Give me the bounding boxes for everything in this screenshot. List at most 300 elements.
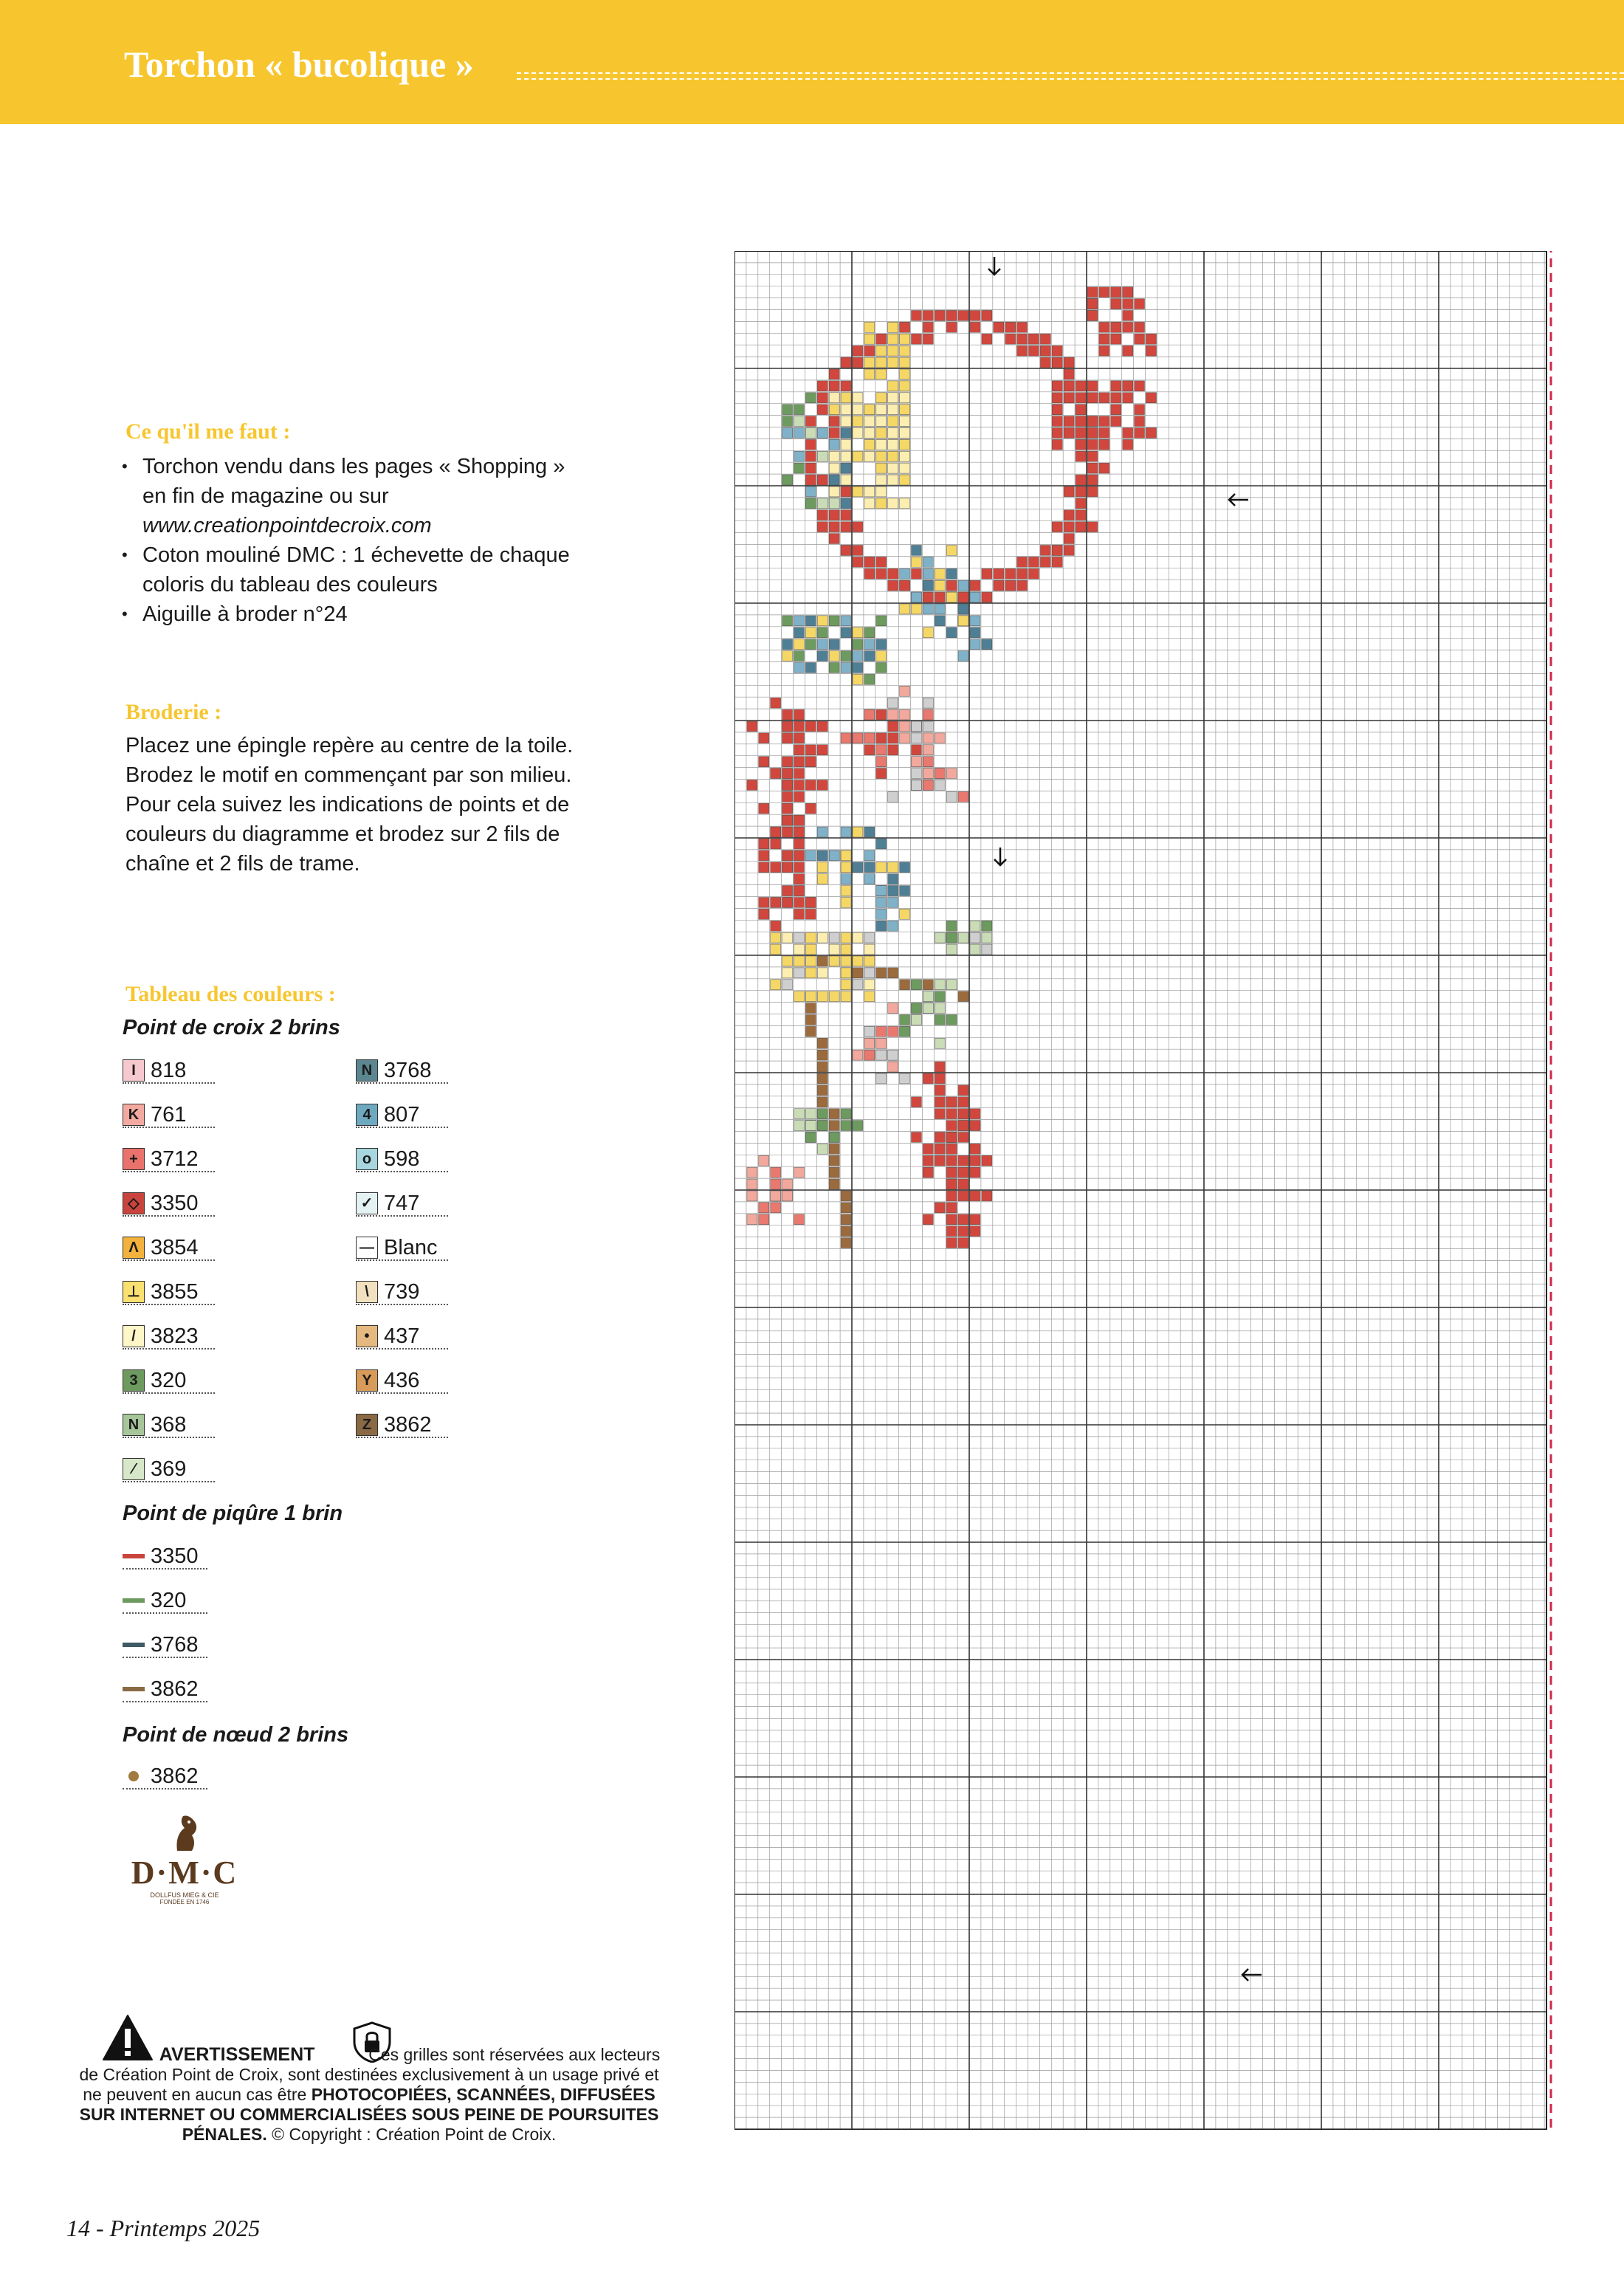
stitch	[853, 428, 863, 439]
stitch	[958, 616, 968, 626]
stitch	[864, 557, 875, 567]
stitch	[817, 721, 828, 732]
stitch	[829, 1167, 839, 1178]
stitch	[1111, 381, 1121, 391]
stitch	[912, 721, 922, 732]
stitch	[935, 932, 945, 943]
stitch	[900, 439, 910, 450]
stitch	[876, 909, 887, 919]
stitch	[923, 980, 933, 990]
stitch	[958, 651, 968, 661]
shop-url[interactable]: www.creationpointdecroix.com	[142, 514, 432, 537]
color-legend-row	[123, 1366, 215, 1395]
stitch	[876, 405, 887, 415]
stitch	[970, 1191, 980, 1201]
stitch	[923, 991, 933, 1002]
stitch	[923, 1073, 933, 1084]
stitch	[935, 1085, 945, 1096]
stitch	[805, 944, 816, 955]
stitch	[841, 1121, 851, 1131]
embroidery-title: Broderie :	[125, 700, 222, 724]
stitch	[1087, 393, 1098, 403]
color-number: 818	[151, 1058, 187, 1082]
stitch	[794, 909, 805, 919]
dotted-rule	[123, 1568, 207, 1570]
stitch	[1029, 557, 1039, 567]
stitch	[912, 769, 922, 779]
stitch	[782, 850, 793, 861]
color-legend-row	[123, 1410, 215, 1440]
stitch	[876, 663, 887, 673]
stitch	[912, 745, 922, 755]
dotted-rule	[123, 1481, 215, 1482]
stitch	[829, 369, 839, 379]
color-number: 3854	[151, 1235, 199, 1259]
dmc-brand: D·M·C	[131, 1854, 238, 1891]
stitch	[888, 475, 898, 485]
stitch	[912, 546, 922, 556]
stitch	[771, 1203, 781, 1213]
stitch	[841, 510, 851, 520]
stitch	[794, 651, 805, 661]
stitch	[864, 651, 875, 661]
stitch	[864, 346, 875, 356]
stitch	[864, 322, 875, 332]
stitch	[794, 428, 805, 439]
stitch	[829, 475, 839, 485]
stitch	[1111, 299, 1121, 309]
stitch	[782, 639, 793, 650]
stitch	[935, 1109, 945, 1119]
stitch	[876, 616, 887, 626]
stitch	[946, 546, 957, 556]
stitch	[912, 311, 922, 321]
color-number: 598	[384, 1146, 420, 1171]
stitch	[1052, 546, 1062, 556]
stitch	[923, 1167, 933, 1178]
dotted-rule	[123, 1612, 207, 1614]
stitch	[923, 769, 933, 779]
color-number: 3862	[151, 1677, 199, 1701]
stitch	[841, 733, 851, 743]
dotted-rule	[356, 1127, 448, 1128]
color-legend-row	[123, 1630, 207, 1660]
stitch	[946, 628, 957, 638]
stitch	[912, 568, 922, 579]
stitch	[1123, 311, 1133, 321]
stitch	[841, 628, 851, 638]
stitch	[759, 757, 769, 767]
list-item: • Torchon vendu dans les pages « Shopping » en fin de magazine ou sur www.creationpointdecroix.com	[122, 452, 579, 540]
stitch	[946, 944, 957, 955]
stitch	[876, 1038, 887, 1048]
stitch	[1005, 568, 1016, 579]
stitch	[817, 745, 828, 755]
stitch	[1064, 393, 1074, 403]
stitch	[946, 932, 957, 943]
stitch	[1040, 546, 1050, 556]
stitch	[782, 475, 793, 485]
stitch	[841, 451, 851, 461]
dotted-rule	[123, 1215, 215, 1217]
stitch	[841, 980, 851, 990]
stitch	[782, 1179, 793, 1189]
stitch	[912, 1132, 922, 1143]
stitch	[841, 416, 851, 427]
stitch	[912, 334, 922, 344]
stitch	[923, 709, 933, 720]
dotted-rule	[123, 1348, 215, 1350]
color-legend-row	[123, 1541, 207, 1571]
stitch	[864, 428, 875, 439]
stitch	[876, 416, 887, 427]
stitch	[829, 487, 839, 497]
stitch	[970, 1214, 980, 1225]
color-symbol: o	[356, 1148, 378, 1170]
stitch	[805, 663, 816, 673]
stitch	[900, 393, 910, 403]
dotted-rule	[123, 1392, 215, 1394]
color-legend-row	[123, 1761, 207, 1791]
dotted-rule	[356, 1437, 448, 1438]
stitch	[841, 1191, 851, 1201]
stitch	[935, 616, 945, 626]
stitch	[864, 968, 875, 978]
stitch	[782, 980, 793, 990]
stitch	[958, 791, 968, 802]
stitch	[771, 1179, 781, 1189]
stitch	[829, 639, 839, 650]
stitch	[888, 346, 898, 356]
stitch	[864, 874, 875, 884]
stitch	[841, 862, 851, 873]
stitch	[794, 721, 805, 732]
stitch	[900, 980, 910, 990]
color-legend-row	[356, 1321, 448, 1351]
color-number: 368	[151, 1412, 187, 1437]
stitch	[1052, 357, 1062, 368]
stitch	[864, 862, 875, 873]
stitch	[900, 381, 910, 391]
stitch	[841, 1238, 851, 1248]
stitch	[900, 451, 910, 461]
stitch	[794, 898, 805, 908]
stitch	[876, 968, 887, 978]
stitch	[817, 968, 828, 978]
stitch	[946, 322, 957, 332]
stitch	[805, 780, 816, 791]
stitch	[1146, 428, 1157, 439]
color-legend-row	[356, 1056, 448, 1085]
embroidery-text: Placez une épingle repère au centre de la toile. Brodez le motif en commençant par son milieu. Pour cela suivez les indications de points et de couleurs du diagramme et brodez sur 2 fils de chaîne et 2 fils de trame.	[125, 734, 574, 876]
stitch	[876, 839, 887, 849]
stitch	[794, 827, 805, 837]
stitch	[1040, 334, 1050, 344]
stitch	[935, 592, 945, 602]
stitch	[747, 1214, 757, 1225]
page-footer: 14 - Printemps 2025	[66, 2215, 261, 2241]
stitch	[970, 616, 980, 626]
dotted-rule	[356, 1392, 448, 1394]
stitch	[841, 616, 851, 626]
stitch	[888, 463, 898, 473]
color-legend-row	[123, 1586, 207, 1615]
stitch	[771, 898, 781, 908]
stitch	[923, 1003, 933, 1014]
stitch	[935, 1062, 945, 1072]
stitch	[782, 416, 793, 427]
stitch	[946, 1226, 957, 1237]
stitch	[935, 780, 945, 791]
stitch	[1123, 428, 1133, 439]
stitch	[1076, 381, 1086, 391]
stitch	[817, 393, 828, 403]
stitch	[923, 780, 933, 791]
stitch	[888, 322, 898, 332]
stitch	[982, 568, 992, 579]
stitch	[794, 451, 805, 461]
stitch	[841, 1203, 851, 1213]
stitch	[1064, 381, 1074, 391]
stitch	[805, 1109, 816, 1119]
stitch	[1052, 428, 1062, 439]
stitch	[771, 932, 781, 943]
stitch	[829, 1109, 839, 1119]
stitch	[864, 1038, 875, 1048]
color-symbol: 3	[123, 1369, 145, 1392]
color-legend-row	[356, 1410, 448, 1440]
backstitch-swatch	[123, 1643, 145, 1647]
stitch	[900, 686, 910, 696]
stitch	[946, 1191, 957, 1201]
warning-text: AVERTISSEMENT Ces grilles sont réservées aux lecteurs de Création Point de Croix, sont destinées exclusivement à un usage privé et ne peuvent en aucun cas être PHOTOCOPIÉES, SCANNÉES, DIFFUSÉES SUR INTERNET OU COMMERCIALISÉES SOUS PEINE DE POURSUITES PÉNALES. © Copyright : Création Point de Croix.	[79, 2044, 661, 2144]
stitch	[817, 628, 828, 638]
stitch	[982, 932, 992, 943]
stitch	[1064, 487, 1074, 497]
stitch	[1111, 287, 1121, 298]
stitch	[817, 381, 828, 391]
stitch	[946, 1203, 957, 1213]
stitch	[1005, 322, 1016, 332]
stitch	[1123, 299, 1133, 309]
stitch	[1087, 475, 1098, 485]
color-symbol: Y	[356, 1369, 378, 1392]
stitch	[888, 498, 898, 509]
stitch	[864, 628, 875, 638]
stitch	[841, 522, 851, 532]
stitch	[805, 991, 816, 1002]
stitch	[1087, 299, 1098, 309]
stitch	[794, 815, 805, 825]
stitch	[958, 1085, 968, 1096]
stitch	[1111, 416, 1121, 427]
stitch	[817, 1050, 828, 1060]
stitch	[888, 721, 898, 732]
stitch	[1064, 510, 1074, 520]
stitch	[876, 709, 887, 720]
stitch	[1146, 334, 1157, 344]
stitch	[794, 1167, 805, 1178]
stitch	[817, 1144, 828, 1154]
stitch	[805, 1026, 816, 1037]
stitch	[876, 1050, 887, 1060]
stitch	[958, 1167, 968, 1178]
stitch	[900, 1015, 910, 1025]
stitch	[946, 1179, 957, 1189]
stitch	[782, 886, 793, 896]
stitch	[864, 357, 875, 368]
stitch	[888, 568, 898, 579]
dotted-rule	[123, 1082, 215, 1084]
color-legend-row	[123, 1674, 207, 1704]
stitch	[1099, 416, 1109, 427]
stitch	[888, 416, 898, 427]
stitch	[946, 1238, 957, 1248]
color-symbol: —	[356, 1237, 378, 1259]
stitch	[1111, 393, 1121, 403]
stitch	[935, 769, 945, 779]
stitch	[794, 956, 805, 966]
stitch	[794, 862, 805, 873]
color-symbol: +	[123, 1148, 145, 1170]
stitch	[1052, 405, 1062, 415]
stitch	[841, 439, 851, 450]
stitch	[817, 932, 828, 943]
stitch	[817, 639, 828, 650]
stitch	[876, 346, 887, 356]
stitch	[923, 311, 933, 321]
color-number: 320	[151, 1588, 187, 1612]
stitch	[970, 932, 980, 943]
stitch	[1135, 381, 1145, 391]
stitch	[958, 932, 968, 943]
stitch	[841, 475, 851, 485]
stitch	[1111, 334, 1121, 344]
stitch	[888, 709, 898, 720]
color-number: 436	[384, 1368, 420, 1392]
stitch	[841, 1214, 851, 1225]
stitch	[805, 628, 816, 638]
stitch	[829, 534, 839, 544]
stitch	[794, 968, 805, 978]
stitch	[888, 874, 898, 884]
stitch	[923, 322, 933, 332]
stitch	[817, 498, 828, 509]
stitch	[935, 1144, 945, 1154]
stitch	[982, 334, 992, 344]
stitch	[876, 557, 887, 567]
color-number: 3350	[151, 1191, 199, 1215]
stitch	[771, 1191, 781, 1201]
stitch	[958, 1132, 968, 1143]
stitch	[794, 616, 805, 626]
stitch	[923, 557, 933, 567]
color-legend-row	[123, 1056, 215, 1085]
stitch	[1017, 322, 1028, 332]
color-number: 3862	[384, 1412, 432, 1437]
color-symbol: \	[356, 1281, 378, 1303]
stitch	[1076, 393, 1086, 403]
stitch	[876, 568, 887, 579]
stitch	[817, 1073, 828, 1084]
stitch	[1087, 451, 1098, 461]
stitch	[805, 439, 816, 450]
stitch	[900, 498, 910, 509]
stitch	[1017, 557, 1028, 567]
list-item: • Coton mouliné DMC : 1 échevette de chaque coloris du tableau des couleurs	[122, 540, 579, 599]
stitch	[946, 1097, 957, 1107]
stitch	[805, 498, 816, 509]
stitch	[935, 991, 945, 1002]
stitch	[958, 604, 968, 614]
stitch	[958, 580, 968, 591]
stitch	[817, 510, 828, 520]
stitch	[817, 451, 828, 461]
stitch	[888, 334, 898, 344]
stitch	[759, 862, 769, 873]
stitch	[946, 769, 957, 779]
stitch	[853, 733, 863, 743]
stitch	[747, 721, 757, 732]
stitch	[958, 1214, 968, 1225]
warning-title: AVERTISSEMENT	[159, 2044, 315, 2065]
stitch	[864, 674, 875, 684]
stitch	[864, 850, 875, 861]
stitch	[829, 463, 839, 473]
stitch	[912, 780, 922, 791]
stitch	[1029, 346, 1039, 356]
stitch	[994, 568, 1004, 579]
stitch	[841, 874, 851, 884]
stitch	[829, 1144, 839, 1154]
stitch	[817, 405, 828, 415]
stitch	[771, 862, 781, 873]
stitch	[946, 592, 957, 602]
color-number: 3712	[151, 1146, 199, 1171]
color-legend-row	[356, 1189, 448, 1218]
stitch	[817, 475, 828, 485]
stitch	[805, 1015, 816, 1025]
stitch	[805, 898, 816, 908]
stitch	[864, 944, 875, 955]
stitch	[841, 428, 851, 439]
stitch	[817, 651, 828, 661]
stitch	[747, 1167, 757, 1178]
stitch	[935, 1132, 945, 1143]
stitch	[1029, 334, 1039, 344]
stitch	[912, 980, 922, 990]
stitch	[782, 769, 793, 779]
header-rule	[517, 72, 1624, 74]
stitch	[829, 663, 839, 673]
stitch	[805, 745, 816, 755]
stitch	[1087, 439, 1098, 450]
stitch	[747, 1191, 757, 1201]
stitch	[888, 405, 898, 415]
stitch	[888, 393, 898, 403]
stitch	[1123, 393, 1133, 403]
stitch	[841, 932, 851, 943]
color-symbol: •	[356, 1325, 378, 1347]
stitch	[805, 909, 816, 919]
stitch	[876, 651, 887, 661]
stitch	[946, 311, 957, 321]
color-number: 3823	[151, 1324, 199, 1348]
stitch	[805, 850, 816, 861]
color-number: 437	[384, 1324, 420, 1348]
stitch	[900, 416, 910, 427]
color-symbol: N	[123, 1414, 145, 1436]
